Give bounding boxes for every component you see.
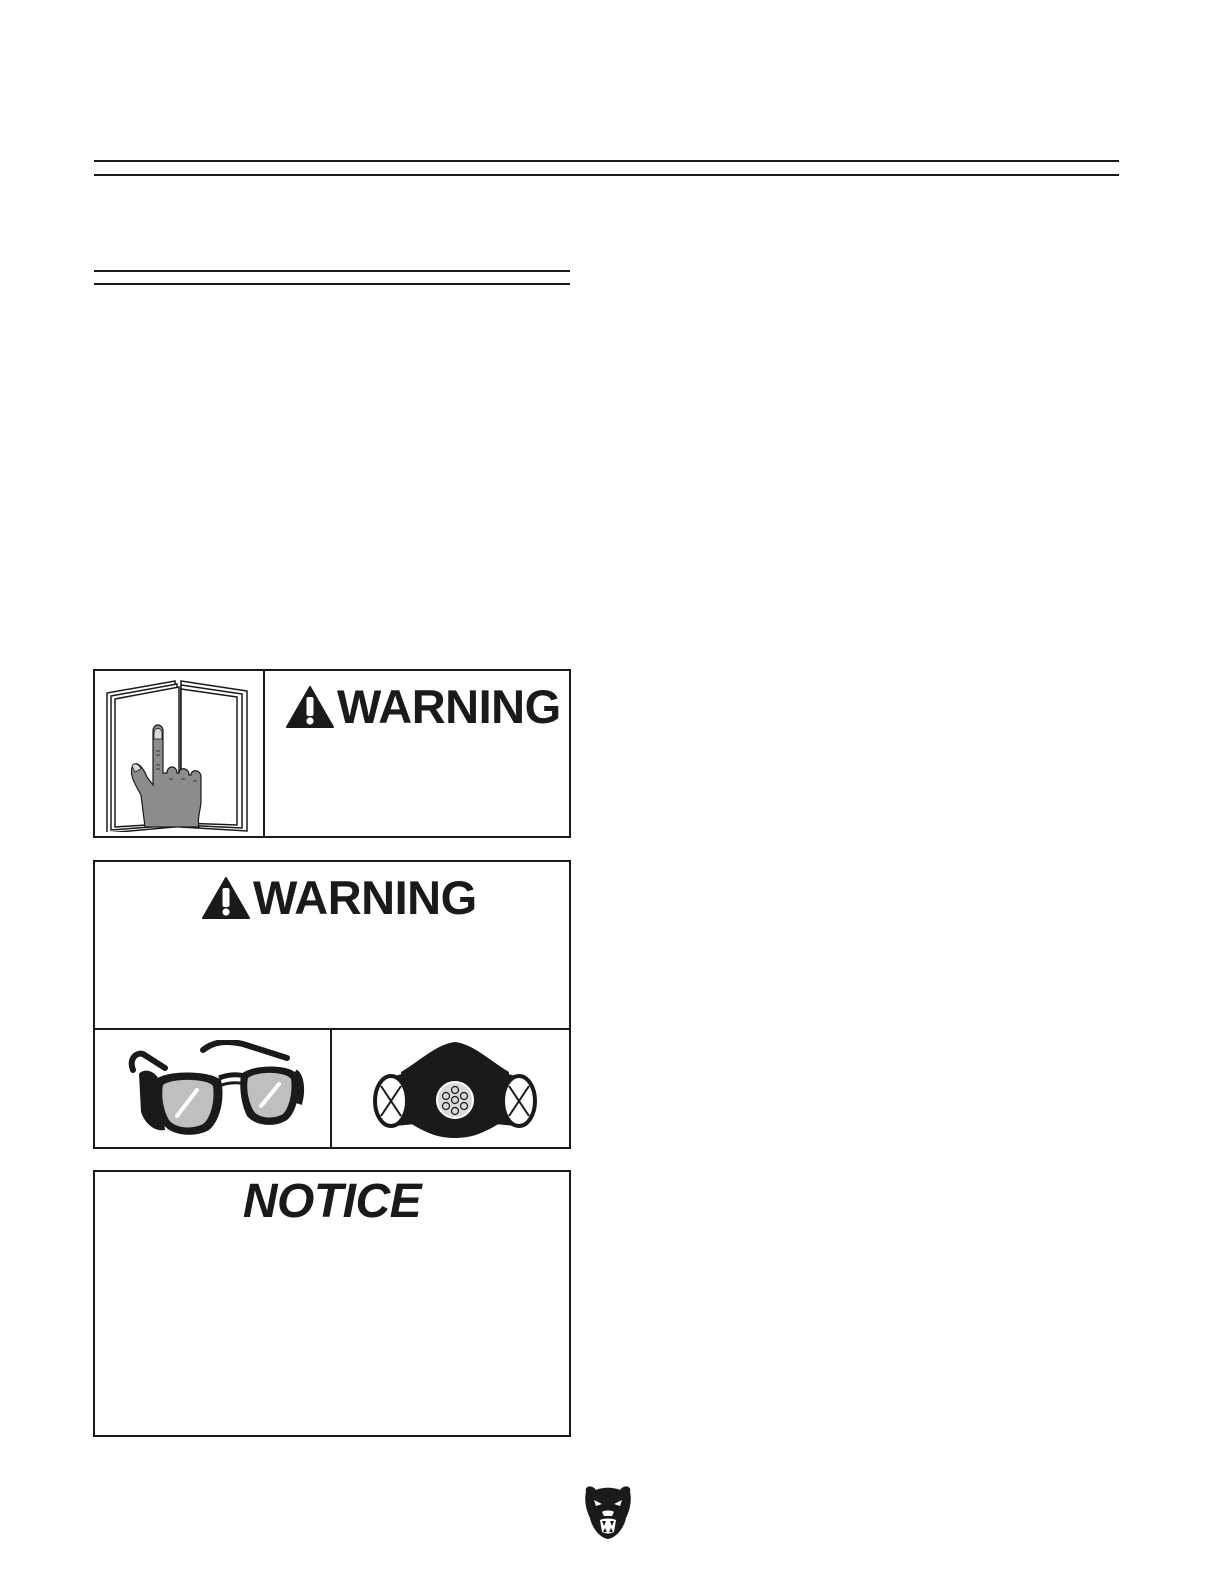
warning-triangle-icon (201, 876, 251, 920)
safety-glasses-icon (125, 1040, 305, 1140)
section-rule-top (94, 270, 570, 272)
warning-label: WARNING (253, 871, 477, 924)
section-rule-bottom (94, 283, 570, 285)
warning-signal-word (285, 680, 561, 733)
notice-box (93, 1170, 571, 1437)
warning-box-divider (263, 671, 265, 836)
notice-signal-word: NOTICE (242, 1175, 422, 1228)
header-rule-bottom (94, 174, 1119, 176)
ppe-divider-horizontal (95, 1028, 569, 1030)
grizzly-bear-logo (582, 1484, 634, 1540)
header-rule-top (94, 160, 1119, 162)
warning-label: WARNING (337, 680, 561, 733)
warning-triangle-icon (285, 685, 335, 729)
warning-box-read-manual (93, 669, 571, 838)
respirator-icon (371, 1040, 539, 1140)
ppe-divider-vertical (330, 1028, 332, 1147)
warning-signal-word (201, 871, 477, 924)
warning-box-ppe (93, 860, 571, 1149)
read-manual-icon (101, 677, 251, 832)
